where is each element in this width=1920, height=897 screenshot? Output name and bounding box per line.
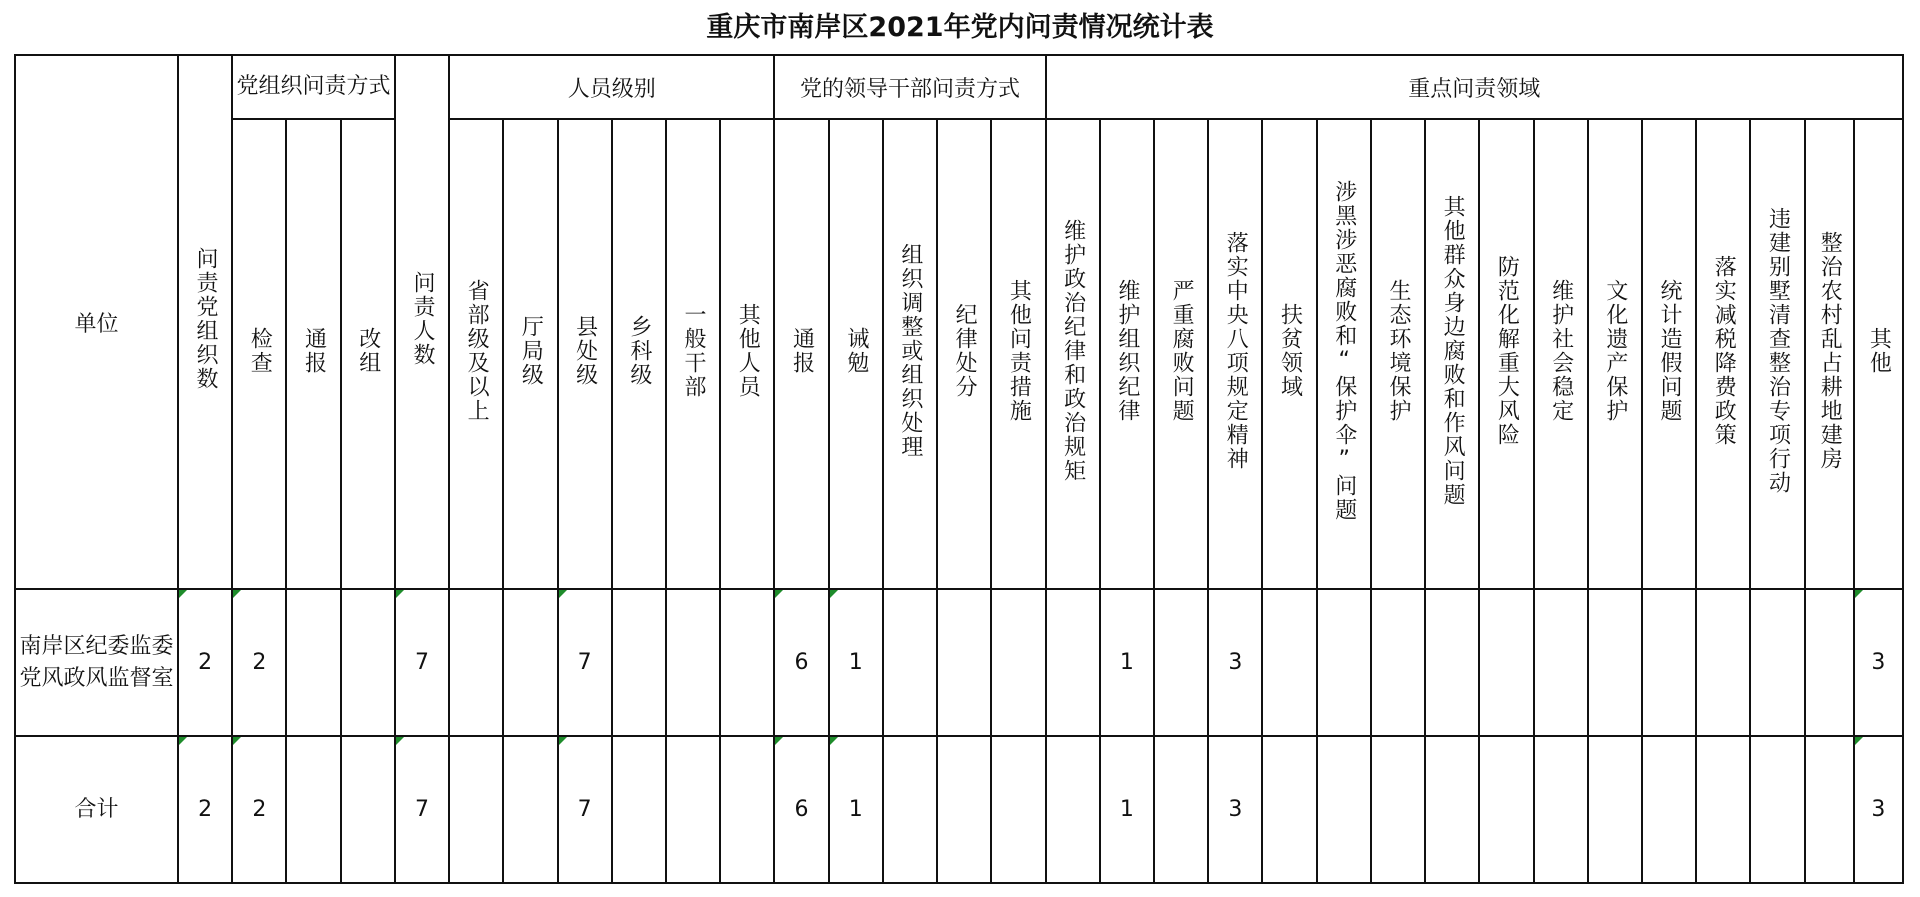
header-col-20: 涉黑涉恶腐败和“保护伞”问题 (1317, 119, 1371, 589)
header-col-3: 改组 (341, 119, 395, 589)
header-col-19: 扶贫领域 (1262, 119, 1316, 589)
table-cell: 1 (1100, 736, 1154, 883)
table-cell: 3 (1854, 589, 1903, 736)
table-cell: 6 (774, 736, 828, 883)
table-cell (612, 589, 666, 736)
table-cell (991, 736, 1045, 883)
header-level-group: 人员级别 (449, 55, 774, 119)
header-col-11: 诫勉 (829, 119, 883, 589)
table-cell: 1 (1100, 589, 1154, 736)
table-cell (1046, 736, 1100, 883)
table-cell: 7 (558, 589, 612, 736)
table-cell (666, 589, 720, 736)
header-col-9: 其他人员 (720, 119, 774, 589)
header-col-22: 其他群众身边腐败和作风问题 (1425, 119, 1479, 589)
header-col-25: 文化遗产保护 (1588, 119, 1642, 589)
header-col-12: 组织调整或组织处理 (883, 119, 937, 589)
table-row (15, 736, 1903, 883)
table-cell (937, 736, 991, 883)
header-unit: 单位 (15, 55, 178, 589)
table-cell (1154, 736, 1208, 883)
table-cell (1262, 589, 1316, 736)
table-cell: 7 (558, 736, 612, 883)
table-cell (1317, 736, 1371, 883)
table-cell: 2 (178, 736, 232, 883)
table-cell (1805, 736, 1854, 883)
table-cell (503, 736, 557, 883)
table-cell: 2 (178, 589, 232, 736)
header-areas-group: 重点问责领域 (1046, 55, 1903, 119)
page-title: 重庆市南岸区2021年党内问责情况统计表 (706, 12, 1214, 43)
unit-cell: 南岸区纪委监委党风政风监督室 (15, 589, 178, 736)
header-col-13: 纪律处分 (937, 119, 991, 589)
header-col-24: 维护社会稳定 (1534, 119, 1588, 589)
table-cell (1642, 736, 1696, 883)
table-row (15, 589, 1903, 736)
table-cell (666, 736, 720, 883)
unit-cell: 合计 (15, 736, 178, 883)
table-cell (341, 589, 395, 736)
header-col-27: 落实减税降费政策 (1696, 119, 1750, 589)
table-cell (991, 589, 1045, 736)
table-cell (1588, 736, 1642, 883)
table-cell: 1 (829, 589, 883, 736)
table-cell (1642, 589, 1696, 736)
table-cell (1534, 736, 1588, 883)
table-cell (1479, 589, 1533, 736)
header-row-groups (15, 55, 1903, 119)
header-col-28: 违建别墅清查整治专项行动 (1750, 119, 1804, 589)
header-col-23: 防范化解重大风险 (1479, 119, 1533, 589)
table-cell (1805, 589, 1854, 736)
statistics-table (14, 54, 1904, 884)
header-col-16: 维护组织纪律 (1100, 119, 1154, 589)
header-person-count: 问责人数 (395, 55, 449, 589)
table-cell (1479, 736, 1533, 883)
table-cell (449, 736, 503, 883)
header-col-30: 其他 (1854, 119, 1903, 589)
header-col-15: 维护政治纪律和政治规矩 (1046, 119, 1100, 589)
table-cell: 2 (232, 736, 286, 883)
table-cell: 7 (395, 589, 449, 736)
header-leader-method-group: 党的领导干部问责方式 (774, 55, 1045, 119)
table-cell: 7 (395, 736, 449, 883)
table-cell (883, 589, 937, 736)
table-cell (612, 736, 666, 883)
table-cell (1371, 589, 1425, 736)
header-col-10: 通报 (774, 119, 828, 589)
table-cell (1534, 589, 1588, 736)
header-col-6: 县处级 (558, 119, 612, 589)
table-cell (503, 589, 557, 736)
table-cell (720, 589, 774, 736)
table-cell (1317, 589, 1371, 736)
header-col-5: 厅局级 (503, 119, 557, 589)
header-col-4: 省部级及以上 (449, 119, 503, 589)
header-col-18: 落实中央八项规定精神 (1208, 119, 1262, 589)
table-cell: 2 (232, 589, 286, 736)
header-col-8: 一般干部 (666, 119, 720, 589)
table-cell (1154, 589, 1208, 736)
header-row-columns (15, 119, 1903, 589)
table-cell: 3 (1854, 736, 1903, 883)
table-cell (1371, 736, 1425, 883)
table-cell (286, 736, 340, 883)
header-col-21: 生态环境保护 (1371, 119, 1425, 589)
table-cell (1750, 589, 1804, 736)
table-cell: 6 (774, 589, 828, 736)
table-cell (1425, 736, 1479, 883)
table-cell (1425, 589, 1479, 736)
table-cell (1262, 736, 1316, 883)
header-org-method-group: 党组织问责方式 (232, 55, 395, 119)
header-col-7: 乡科级 (612, 119, 666, 589)
table-cell (937, 589, 991, 736)
header-col-29: 整治农村乱占耕地建房 (1805, 119, 1854, 589)
table-cell (341, 736, 395, 883)
table-cell: 3 (1208, 589, 1262, 736)
table-cell (1046, 589, 1100, 736)
table-cell: 1 (829, 736, 883, 883)
table-cell: 3 (1208, 736, 1262, 883)
header-col-1: 检查 (232, 119, 286, 589)
table-cell (1588, 589, 1642, 736)
table-cell (1696, 736, 1750, 883)
table-cell (1750, 736, 1804, 883)
header-col-17: 严重腐败问题 (1154, 119, 1208, 589)
header-org-count: 问责党组织数 (178, 55, 232, 589)
table-cell (1696, 589, 1750, 736)
header-col-14: 其他问责措施 (991, 119, 1045, 589)
table-cell (449, 589, 503, 736)
table-cell (286, 589, 340, 736)
table-body (15, 589, 1903, 883)
table-cell (883, 736, 937, 883)
header-col-26: 统计造假问题 (1642, 119, 1696, 589)
table-cell (720, 736, 774, 883)
header-col-2: 通报 (286, 119, 340, 589)
